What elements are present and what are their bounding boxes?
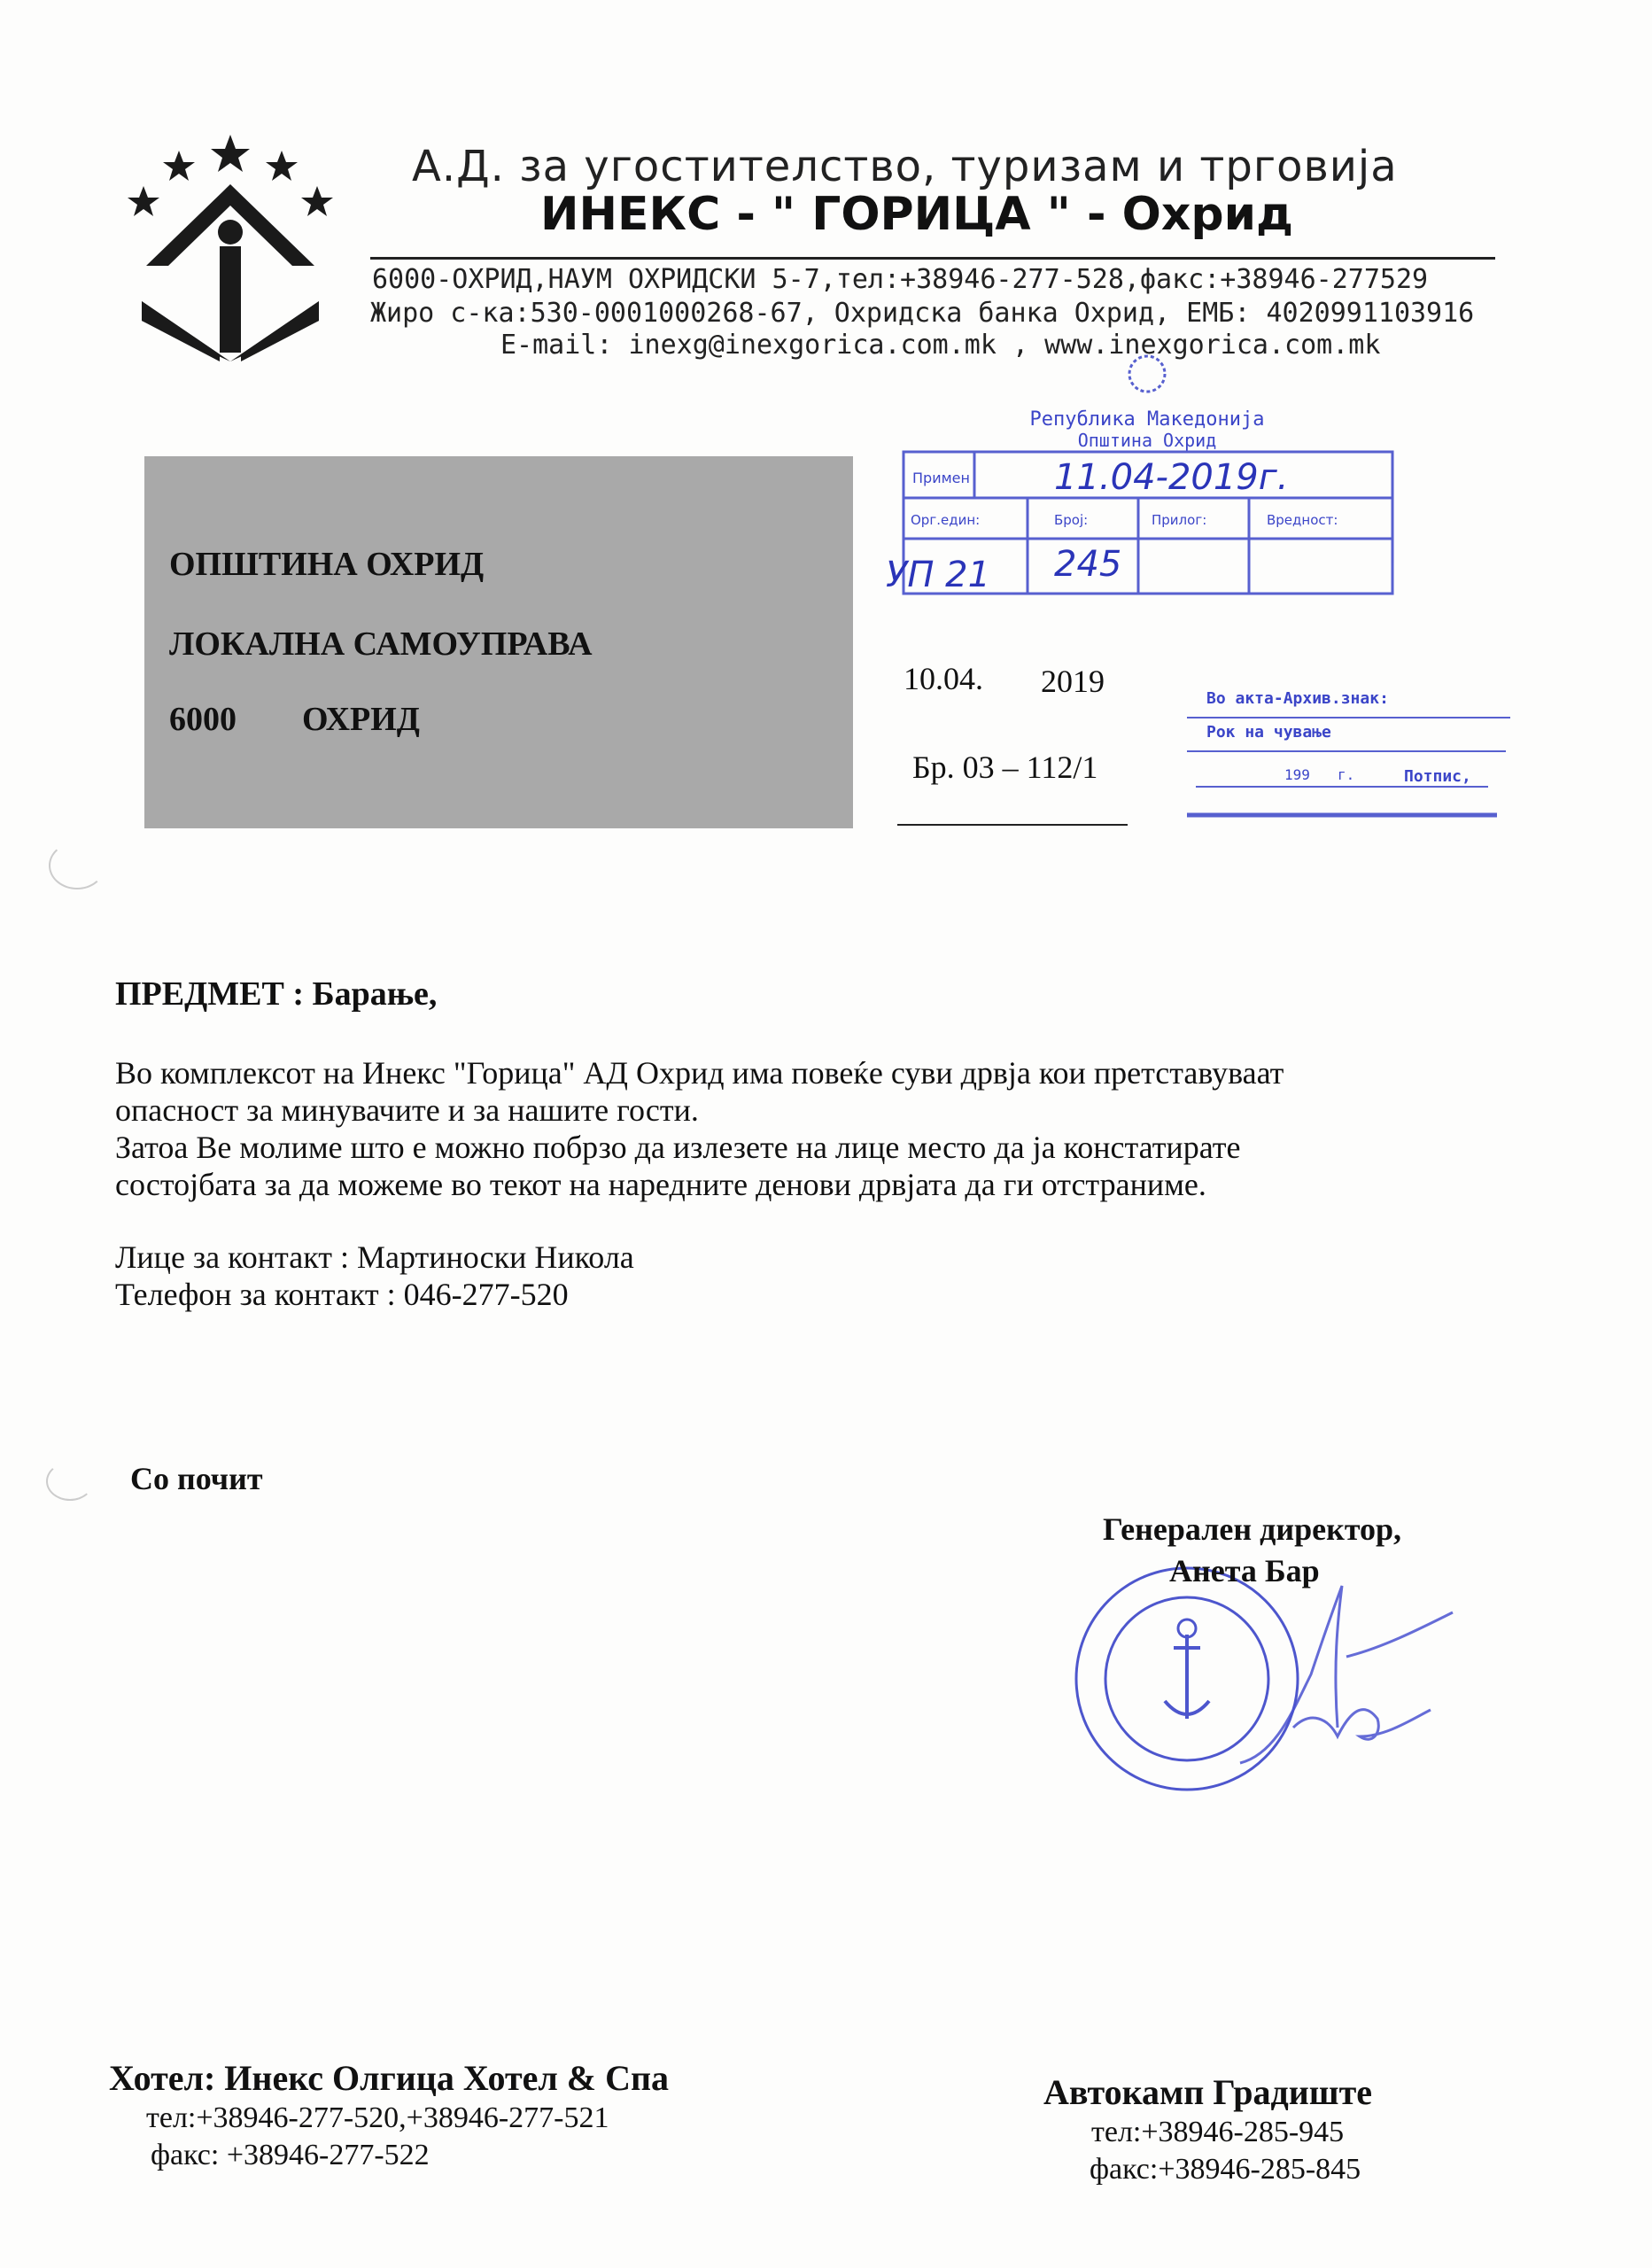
company-bank-account: Жиро с-ка:530-0001000268-67, Охридска банка Охрид, ЕМБ: 4020991103916: [370, 298, 1475, 329]
contact-phone: Телефон за контакт : 046-277-520: [115, 1277, 569, 1312]
body-paragraph2-line2: состојбата за да можеме во текот на наредните денови дрвјата да ги отстраниме.: [115, 1167, 1206, 1202]
letterhead-divider: [370, 257, 1495, 260]
stamp-col-number: Број:: [1054, 512, 1089, 528]
archive-sign: Потпис,: [1404, 767, 1471, 786]
body-paragraph2-line1: Затоа Ве молиме што е можно побрзо да излезете на лице место да ја констатирате: [115, 1130, 1241, 1165]
stamp-received-date: 11.04-2019г.: [1054, 457, 1289, 498]
closing-regards: Со почит: [130, 1461, 263, 1496]
signatory-role: Генерален директор,: [1103, 1511, 1402, 1547]
recipient-postcode: 6000: [169, 701, 237, 738]
archive-line2: Рок на чување: [1206, 723, 1331, 742]
handwritten-signature: [1240, 1586, 1453, 1763]
company-address: 6000-ОХРИД,НАУМ ОХРИДСКИ 5-7,тел:+38946-277-528,факс:+38946-277529: [372, 264, 1429, 295]
stamp-col-value: Вредност:: [1267, 512, 1338, 528]
company-contact: E-mail: inexg@inexgorica.com.mk , www.inexgorica.com.mk: [500, 330, 1381, 361]
footer-hotel-phone: тел:+38946-277-520,+38946-277-521: [146, 2101, 609, 2134]
document-number-underline: [897, 824, 1128, 826]
stamp-header: Република Македонија: [1029, 408, 1265, 431]
body-paragraph1-line1: Во комплексот на Инекс "Горица" АД Охрид има повеќе суви дрвја кои претставуваат: [115, 1055, 1284, 1091]
footer-hotel-fax: факс: +38946-277-522: [151, 2139, 430, 2171]
archive-line1: Во акта-Архив.знак:: [1206, 689, 1389, 708]
contact-person: Лице за контакт : Мартиноски Никола: [115, 1239, 634, 1275]
recipient-block: [144, 456, 853, 828]
archive-year: 199: [1284, 766, 1310, 783]
footer-camp-phone: тел:+38946-285-945: [1091, 2116, 1345, 2148]
recipient-city: ОХРИД: [302, 701, 420, 738]
punch-hole-mark: [46, 1462, 94, 1501]
stamp-col-attachment: Прилог:: [1152, 512, 1207, 528]
body-paragraph1-line2: опасност за минувачите и за нашите гости.: [115, 1092, 699, 1128]
footer-camp-title: Автокамп Градиште: [1043, 2072, 1372, 2112]
stamp-sub: Општина Охрид: [1077, 430, 1217, 451]
archive-year-suffix: г.: [1338, 766, 1355, 783]
document-date-day: 10.04.: [904, 661, 983, 696]
stamp-row1-label: Примен: [912, 470, 970, 486]
company-name: ИНЕКС - " ГОРИЦА " - Охрид: [540, 188, 1294, 241]
stamp-org-value: УП 21: [886, 555, 991, 595]
document-number: Бр. 03 – 112/1: [912, 750, 1098, 785]
signatory-name: Анета Бар: [1169, 1553, 1320, 1588]
recipient-line1: ОПШТИНА ОХРИД: [169, 546, 485, 583]
archive-stamp: [1187, 673, 1515, 833]
footer-camp-fax: факс:+38946-285-845: [1090, 2153, 1361, 2186]
stamp-col-org: Орг.един:: [911, 512, 981, 528]
received-stamp: [886, 354, 1408, 620]
recipient-line2: ЛОКАЛНА САМОУПРАВА: [169, 625, 593, 663]
letterhead-title: А.Д. за угостителство, туризам и трговија: [412, 142, 1398, 191]
anchor-star-logo-icon: [124, 133, 337, 363]
subject-text: Барање,: [303, 975, 438, 1013]
subject-line: [115, 975, 437, 1014]
subject-label: ПРЕДМЕТ :: [115, 975, 304, 1013]
document-date-year: 2019: [1041, 664, 1105, 699]
footer-hotel-title: Хотел: Инекс Олгица Хотел & Спа: [109, 2058, 670, 2098]
stamp-number-value: 245: [1054, 544, 1122, 585]
company-logo: [124, 133, 337, 363]
punch-hole-mark: [49, 842, 105, 889]
